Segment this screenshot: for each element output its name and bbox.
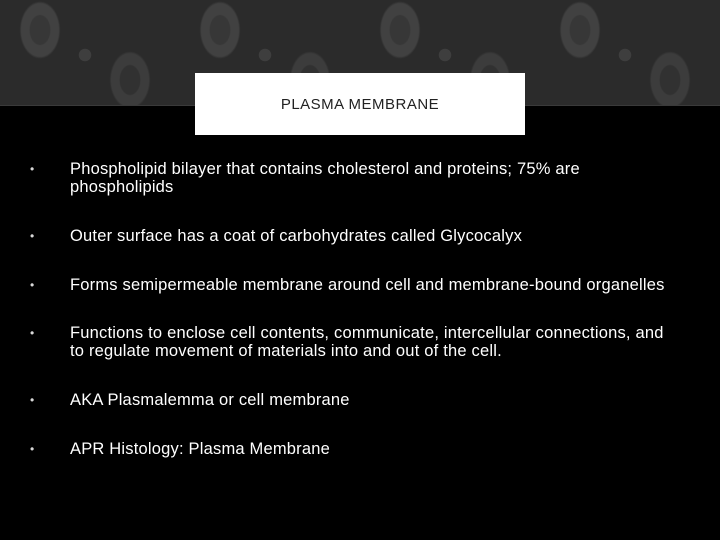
- title-box: [195, 73, 525, 135]
- bullet-icon: •: [30, 278, 35, 292]
- bullet-item: [30, 160, 670, 196]
- bullet-icon: •: [30, 393, 35, 407]
- bullet-icon: •: [30, 442, 35, 456]
- bullet-item: [30, 227, 670, 245]
- bullet-text: Functions to enclose cell contents, communicate, intercellular connections, and to regulate movement of materials into and out of the cell.: [70, 324, 664, 360]
- bullet-icon: •: [30, 162, 35, 176]
- bullet-text: Outer surface has a coat of carbohydrates called Glycocalyx: [70, 227, 523, 245]
- bullet-list: [30, 160, 670, 489]
- bullet-icon: •: [30, 326, 35, 340]
- bullet-text: AKA Plasmalemma or cell membrane: [70, 391, 350, 409]
- bullet-text: Forms semipermeable membrane around cell and membrane-bound organelles: [70, 276, 665, 294]
- bullet-item: [30, 276, 670, 294]
- bullet-item: [30, 324, 670, 360]
- bullet-icon: •: [30, 229, 35, 243]
- bullet-text: APR Histology: Plasma Membrane: [70, 440, 331, 458]
- bullet-item: [30, 391, 670, 409]
- bullet-text: Phospholipid bilayer that contains cholesterol and proteins; 75% are phospholipids: [70, 160, 580, 196]
- bullet-item: [30, 440, 670, 458]
- slide-title: PLASMA MEMBRANE: [280, 95, 440, 113]
